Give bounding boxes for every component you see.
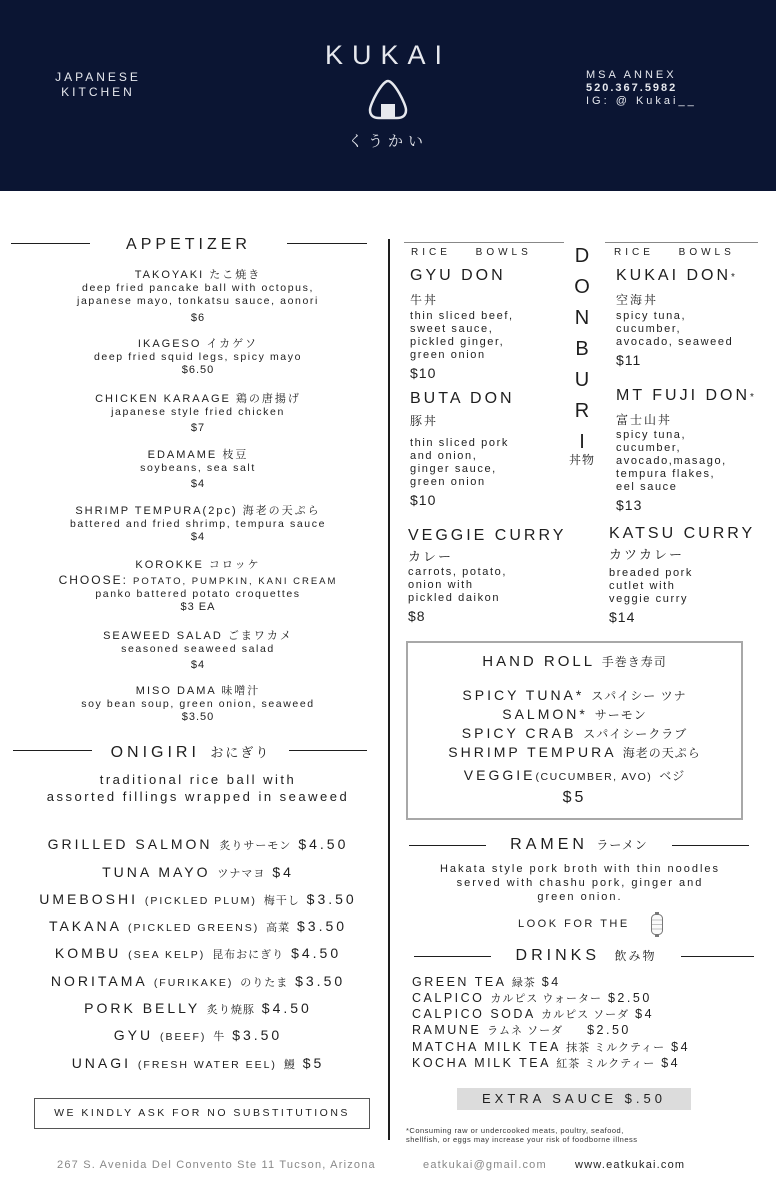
onigiri-jp: 鰻: [283, 1059, 296, 1071]
hand-roll-name: SPICY TUNA*: [462, 687, 585, 703]
menu-item-shrimp-tempura: [10, 505, 386, 544]
bowl-name: BUTA DON: [410, 390, 515, 407]
donburi-letter: N: [574, 307, 590, 329]
donburi-vertical-title: [567, 241, 597, 458]
onigiri-price: $3.50: [232, 1027, 283, 1043]
item-name: IKAGESO イカゲソ: [137, 338, 259, 350]
onigiri-item: [10, 1055, 386, 1072]
bowl-jp: 富士山丼: [616, 413, 673, 427]
bowl-desc: pickled ginger,: [410, 336, 505, 348]
subtitle-line-2: KITCHEN: [61, 85, 135, 99]
drink-item: [412, 974, 561, 990]
drink-price: $2.50: [587, 1023, 631, 1037]
item-name: KOROKKE コロッケ: [135, 559, 261, 571]
drinks-title-jp: 飲み物: [614, 949, 657, 963]
donburi-title-jp: 丼物: [568, 453, 595, 467]
column-divider: [388, 239, 390, 1140]
item-name: CHICKEN KARAAGE 鶏の唐揚げ: [95, 393, 301, 405]
onigiri-price: $4.50: [298, 836, 349, 852]
menu-item-karaage: [10, 393, 386, 435]
drink-jp: 抹茶 ミルクティー: [566, 1042, 666, 1054]
bowl-desc: veggie curry: [609, 593, 689, 605]
subtitle: [38, 70, 158, 100]
onigiri-title: [92, 742, 289, 762]
menu-item-kukai-don: [616, 267, 774, 368]
food-safety-disclaimer: [406, 1126, 638, 1144]
onigiri-name: NORITAMA: [50, 973, 147, 989]
drink-price: $4: [671, 1040, 691, 1054]
drink-price: $4: [635, 1007, 655, 1021]
ramen-title: [486, 836, 672, 854]
subtitle-line-1: JAPANESE: [55, 70, 141, 84]
item-desc: japanese mayo, tonkatsu sauce, aonori: [77, 295, 319, 307]
bowl-jp: 空海丼: [616, 293, 659, 307]
bowl-name: KUKAI DON: [616, 267, 732, 284]
ramen-title-jp: ラーメン: [596, 838, 648, 852]
drinks-rule-left: [414, 956, 491, 957]
hand-roll-item: [406, 706, 743, 723]
raw-star: *: [750, 392, 757, 403]
menu-item-buta-don: [410, 390, 560, 508]
hand-roll-title: [406, 653, 743, 670]
ramen-description: [398, 862, 762, 904]
bowl-desc: pickled daikon: [408, 592, 501, 604]
onigiri-icon: [367, 78, 409, 120]
bowl-jp: 牛丼: [410, 293, 439, 307]
hand-roll-title-jp: 手巻き寿司: [601, 655, 667, 669]
menu-item-edamame: [10, 449, 386, 491]
onigiri-name: KOMBU: [54, 945, 122, 961]
onigiri-item: [10, 891, 386, 908]
ramen-title-en: RAMEN: [510, 836, 588, 853]
onigiri-jp: ツナマヨ: [217, 868, 266, 880]
appetizer-rule-left: [11, 243, 90, 244]
onigiri-item: [10, 945, 386, 962]
bowl-desc: avocado, seaweed: [616, 336, 734, 348]
onigiri-name: UMEBOSHI: [39, 891, 138, 907]
drinks-rule-right: [681, 956, 754, 957]
contact-info: [586, 69, 697, 108]
drink-item: [412, 1006, 654, 1022]
hand-roll-jp: 海老の天ぷら: [622, 746, 701, 760]
footer-website[interactable]: www.eatkukai.com: [575, 1159, 686, 1171]
menu-item-katsu-curry: [609, 525, 774, 625]
ramen-desc: green onion.: [537, 891, 623, 903]
bowl-desc: spicy tuna,: [616, 310, 687, 322]
bowl-desc: eel sauce: [616, 481, 678, 493]
header-banner: [0, 0, 776, 191]
donburi-letter: B: [575, 338, 589, 360]
onigiri-note: (FURIKAKE): [153, 977, 234, 989]
donburi-letter: I: [579, 431, 585, 453]
bowl-price: $13: [616, 497, 643, 513]
hand-roll-jp: ベジ: [659, 769, 686, 783]
bowl-desc: avocado,masago,: [616, 455, 727, 467]
menu-item-takoyaki: [10, 269, 386, 325]
bowls-rule-right: [605, 242, 758, 243]
onigiri-name: PORK BELLY: [84, 1000, 201, 1016]
bowl-name: KATSU CURRY: [609, 525, 756, 542]
bowl-name: VEGGIE CURRY: [408, 527, 567, 544]
onigiri-item: [10, 918, 386, 935]
onigiri-title-jp: おにぎり: [210, 745, 271, 760]
bowl-desc: breaded pork: [609, 567, 694, 579]
menu-item-seaweed-salad: [10, 630, 386, 672]
bowl-desc: and onion,: [410, 450, 478, 462]
bowl-jp: カツカレー: [609, 547, 685, 562]
phone: 520.367.5982: [586, 82, 678, 94]
bowl-name: GYU DON: [410, 267, 506, 284]
bowl-desc: spicy tuna,: [616, 429, 687, 441]
onigiri-rule-left: [13, 750, 92, 751]
bowls-rule-left: [404, 242, 564, 243]
hand-roll-name: SALMON*: [502, 706, 588, 722]
onigiri-price: $4: [272, 864, 294, 880]
no-substitutions-note: WE KINDLY ASK FOR NO SUBSTITUTIONS: [34, 1098, 370, 1129]
onigiri-item: [10, 836, 386, 853]
ramen-rule-right: [672, 845, 749, 846]
ramen-desc: Hakata style pork broth with thin noodles: [439, 863, 721, 875]
donburi-letter: O: [574, 276, 590, 298]
hand-roll-item: [406, 744, 743, 761]
item-desc: panko battered potato croquettes: [95, 588, 301, 600]
item-desc: seasoned seaweed salad: [121, 643, 275, 655]
hand-roll-item: [406, 725, 743, 742]
menu-item-gyu-don: [410, 267, 560, 381]
ramen-desc: served with chashu pork, ginger and: [456, 877, 704, 889]
item-price: $3 EA: [180, 601, 216, 613]
drink-item: [412, 1039, 690, 1055]
bowl-desc: carrots, potato,: [408, 566, 507, 578]
onigiri-note: (FRESH WATER EEL): [137, 1059, 277, 1071]
bowl-jp: カレー: [408, 549, 454, 564]
hand-roll-item-veggie: [406, 767, 743, 784]
bowl-desc: tempura flakes,: [616, 468, 716, 480]
item-name: EDAMAME 枝豆: [147, 449, 249, 461]
donburi-letter: U: [574, 369, 590, 391]
onigiri-price: $4.50: [261, 1000, 312, 1016]
onigiri-title-en: ONIGIRI: [110, 744, 200, 761]
item-price: $4: [190, 659, 206, 671]
rice-bowls-label-right: RICE BOWLS: [614, 247, 735, 258]
item-name: MISO DAMA 味噌汁: [135, 685, 261, 697]
hand-roll-name: SPICY CRAB: [461, 725, 577, 741]
bowl-name: MT FUJI DON: [616, 387, 751, 404]
item-name: SHRIMP TEMPURA(2pc) 海老の天ぷら: [75, 505, 321, 517]
bowl-jp: 豚丼: [410, 414, 439, 428]
drink-jp: カルピス ソーダ: [541, 1009, 630, 1021]
onigiri-note: (PICKLED PLUM): [144, 895, 257, 907]
lantern-icon: [650, 912, 664, 938]
item-desc: deep fried pancake ball with octopus,: [82, 282, 314, 294]
footer-address: 267 S. Avenida Del Convento Ste 11 Tucson, Arizona: [57, 1159, 376, 1171]
item-price: $6.50: [181, 364, 215, 376]
brand-kana: くうかい: [347, 133, 428, 150]
hand-roll-name: VEGGIE: [463, 767, 536, 783]
drink-jp: ラムネ ソーダ: [487, 1025, 564, 1037]
donburi-letter: D: [574, 245, 590, 267]
onigiri-item: [10, 973, 386, 990]
choose-options: POTATO, PUMPKIN, KANI CREAM: [132, 576, 338, 587]
onigiri-desc-2: assorted fillings wrapped in seaweed: [46, 789, 350, 804]
menu-item-miso: [10, 685, 386, 724]
drink-name: GREEN TEA: [412, 975, 506, 989]
donburi-letter: R: [574, 400, 590, 422]
drink-jp: カルピス ウォーター: [490, 993, 602, 1005]
hand-roll-jp: スパイシークラブ: [583, 727, 688, 741]
onigiri-rule-right: [289, 750, 367, 751]
drinks-title: [491, 947, 681, 965]
item-desc: japanese style fried chicken: [111, 406, 285, 418]
onigiri-desc-1: traditional rice ball with: [99, 772, 297, 787]
instagram-handle: IG: @ Kukai__: [586, 95, 697, 107]
bowl-desc: green onion: [410, 349, 486, 361]
onigiri-price: $3.50: [295, 973, 346, 989]
hand-roll-jp: サーモン: [594, 708, 647, 722]
menu-item-veggie-curry: [408, 527, 598, 624]
item-name: SEAWEED SALAD ごまワカメ: [103, 630, 293, 642]
onigiri-name: TUNA MAYO: [102, 864, 211, 880]
extra-sauce-badge: EXTRA SAUCE $.50: [457, 1088, 691, 1110]
item-name: TAKOYAKI たこ焼き: [134, 269, 262, 281]
drink-item: [412, 1055, 680, 1071]
onigiri-item: [10, 1027, 386, 1044]
choose-label: CHOOSE:: [58, 573, 128, 587]
rice-bowls-label-left: RICE BOWLS: [411, 247, 532, 258]
bowl-desc: thin sliced beef,: [410, 310, 514, 322]
hand-roll-jp: スパイシー ツナ: [591, 689, 687, 703]
bowl-price: $14: [609, 609, 636, 625]
korokke-options: [10, 574, 386, 588]
item-price: $4: [190, 531, 206, 543]
onigiri-price: $3.50: [297, 918, 348, 934]
location: MSA ANNEX: [586, 69, 677, 81]
onigiri-item: [10, 864, 386, 881]
hand-roll-price: $5: [562, 789, 587, 806]
drink-name: MATCHA MILK TEA: [412, 1040, 561, 1054]
onigiri-jp: 昆布おにぎり: [212, 949, 285, 961]
hand-roll-note: (CUCUMBER, AVO): [535, 771, 653, 783]
onigiri-note: (SEA KELP): [128, 949, 206, 961]
bowl-desc: cucumber,: [616, 442, 682, 454]
onigiri-item: [10, 1000, 386, 1017]
item-price: $4: [190, 478, 206, 490]
onigiri-price: $5: [302, 1055, 325, 1071]
hand-roll-item: [406, 687, 743, 704]
onigiri-jp: 炙り焼豚: [206, 1004, 255, 1016]
appetizer-rule-right: [287, 243, 367, 244]
item-desc: soybeans, sea salt: [140, 462, 256, 474]
onigiri-name: GYU: [113, 1027, 154, 1043]
onigiri-price: $4.50: [291, 945, 342, 961]
drink-price: $2.50: [607, 991, 652, 1005]
disclaimer-line: shellfish, or eggs may increase your risk of foodborne illness: [406, 1135, 638, 1144]
menu-item-korokke: [10, 559, 386, 614]
onigiri-price: $3.50: [306, 891, 357, 907]
drink-jp: 紅茶 ミルクティー: [556, 1058, 656, 1070]
onigiri-name: GRILLED SALMON: [47, 836, 213, 852]
drink-price: $4: [541, 975, 561, 989]
hand-roll-name: SHRIMP TEMPURA: [448, 744, 616, 760]
item-price: $3.50: [181, 711, 215, 723]
onigiri-jp: 梅干し: [263, 895, 300, 907]
item-desc: battered and fried shrimp, tempura sauce: [69, 518, 327, 530]
look-for-label: LOOK FOR THE: [518, 918, 630, 930]
onigiri-jp: のりたま: [240, 977, 289, 989]
onigiri-description: [10, 771, 386, 805]
drink-name: RAMUNE: [412, 1023, 482, 1037]
hand-roll-title-en: HAND ROLL: [482, 653, 595, 670]
onigiri-jp: 高菜: [266, 922, 291, 934]
bowl-desc: ginger sauce,: [410, 463, 497, 475]
drink-name: KOCHA MILK TEA: [412, 1056, 551, 1070]
brand-name: KUKAI: [324, 40, 452, 70]
onigiri-name: UNAGI: [71, 1055, 132, 1071]
onigiri-jp: 炙りサーモン: [219, 840, 292, 852]
menu-item-ikageso: [10, 338, 386, 377]
drink-price: $4: [661, 1056, 681, 1070]
item-price: $6: [190, 312, 206, 324]
drink-name: CALPICO: [412, 991, 485, 1005]
bowl-desc: thin sliced pork: [410, 437, 509, 449]
bowl-desc: onion with: [408, 579, 474, 591]
drink-name: CALPICO SODA: [412, 1007, 536, 1021]
drink-item: [412, 1022, 631, 1038]
raw-star: *: [731, 272, 738, 283]
drink-jp: 緑茶: [511, 977, 536, 989]
onigiri-note: (BEEF): [159, 1031, 207, 1043]
bowl-price: $8: [408, 608, 426, 624]
drink-item: [412, 990, 652, 1006]
item-desc: soy bean soup, green onion, seaweed: [81, 698, 315, 710]
onigiri-name: TAKANA: [48, 918, 122, 934]
disclaimer-line: *Consuming raw or undercooked meats, poultry, seafood,: [406, 1126, 624, 1135]
bowl-price: $11: [616, 352, 642, 368]
bowl-desc: green onion: [410, 476, 486, 488]
onigiri-jp: 牛: [213, 1031, 226, 1043]
bowl-price: $10: [410, 365, 437, 381]
drinks-title-en: DRINKS: [515, 947, 600, 964]
bowl-desc: cucumber,: [616, 323, 682, 335]
onigiri-note: (PICKLED GREENS): [128, 922, 260, 934]
item-desc: deep fried squid legs, spicy mayo: [93, 351, 303, 363]
bowl-desc: cutlet with: [609, 580, 676, 592]
appetizer-title: APPETIZER: [126, 236, 251, 253]
footer-email[interactable]: eatkukai@gmail.com: [423, 1159, 547, 1171]
bowl-desc: sweet sauce,: [410, 323, 494, 335]
bowl-price: $10: [410, 492, 437, 508]
ramen-rule-left: [409, 845, 486, 846]
menu-item-mt-fuji-don: [616, 387, 774, 513]
item-price: $7: [190, 422, 206, 434]
